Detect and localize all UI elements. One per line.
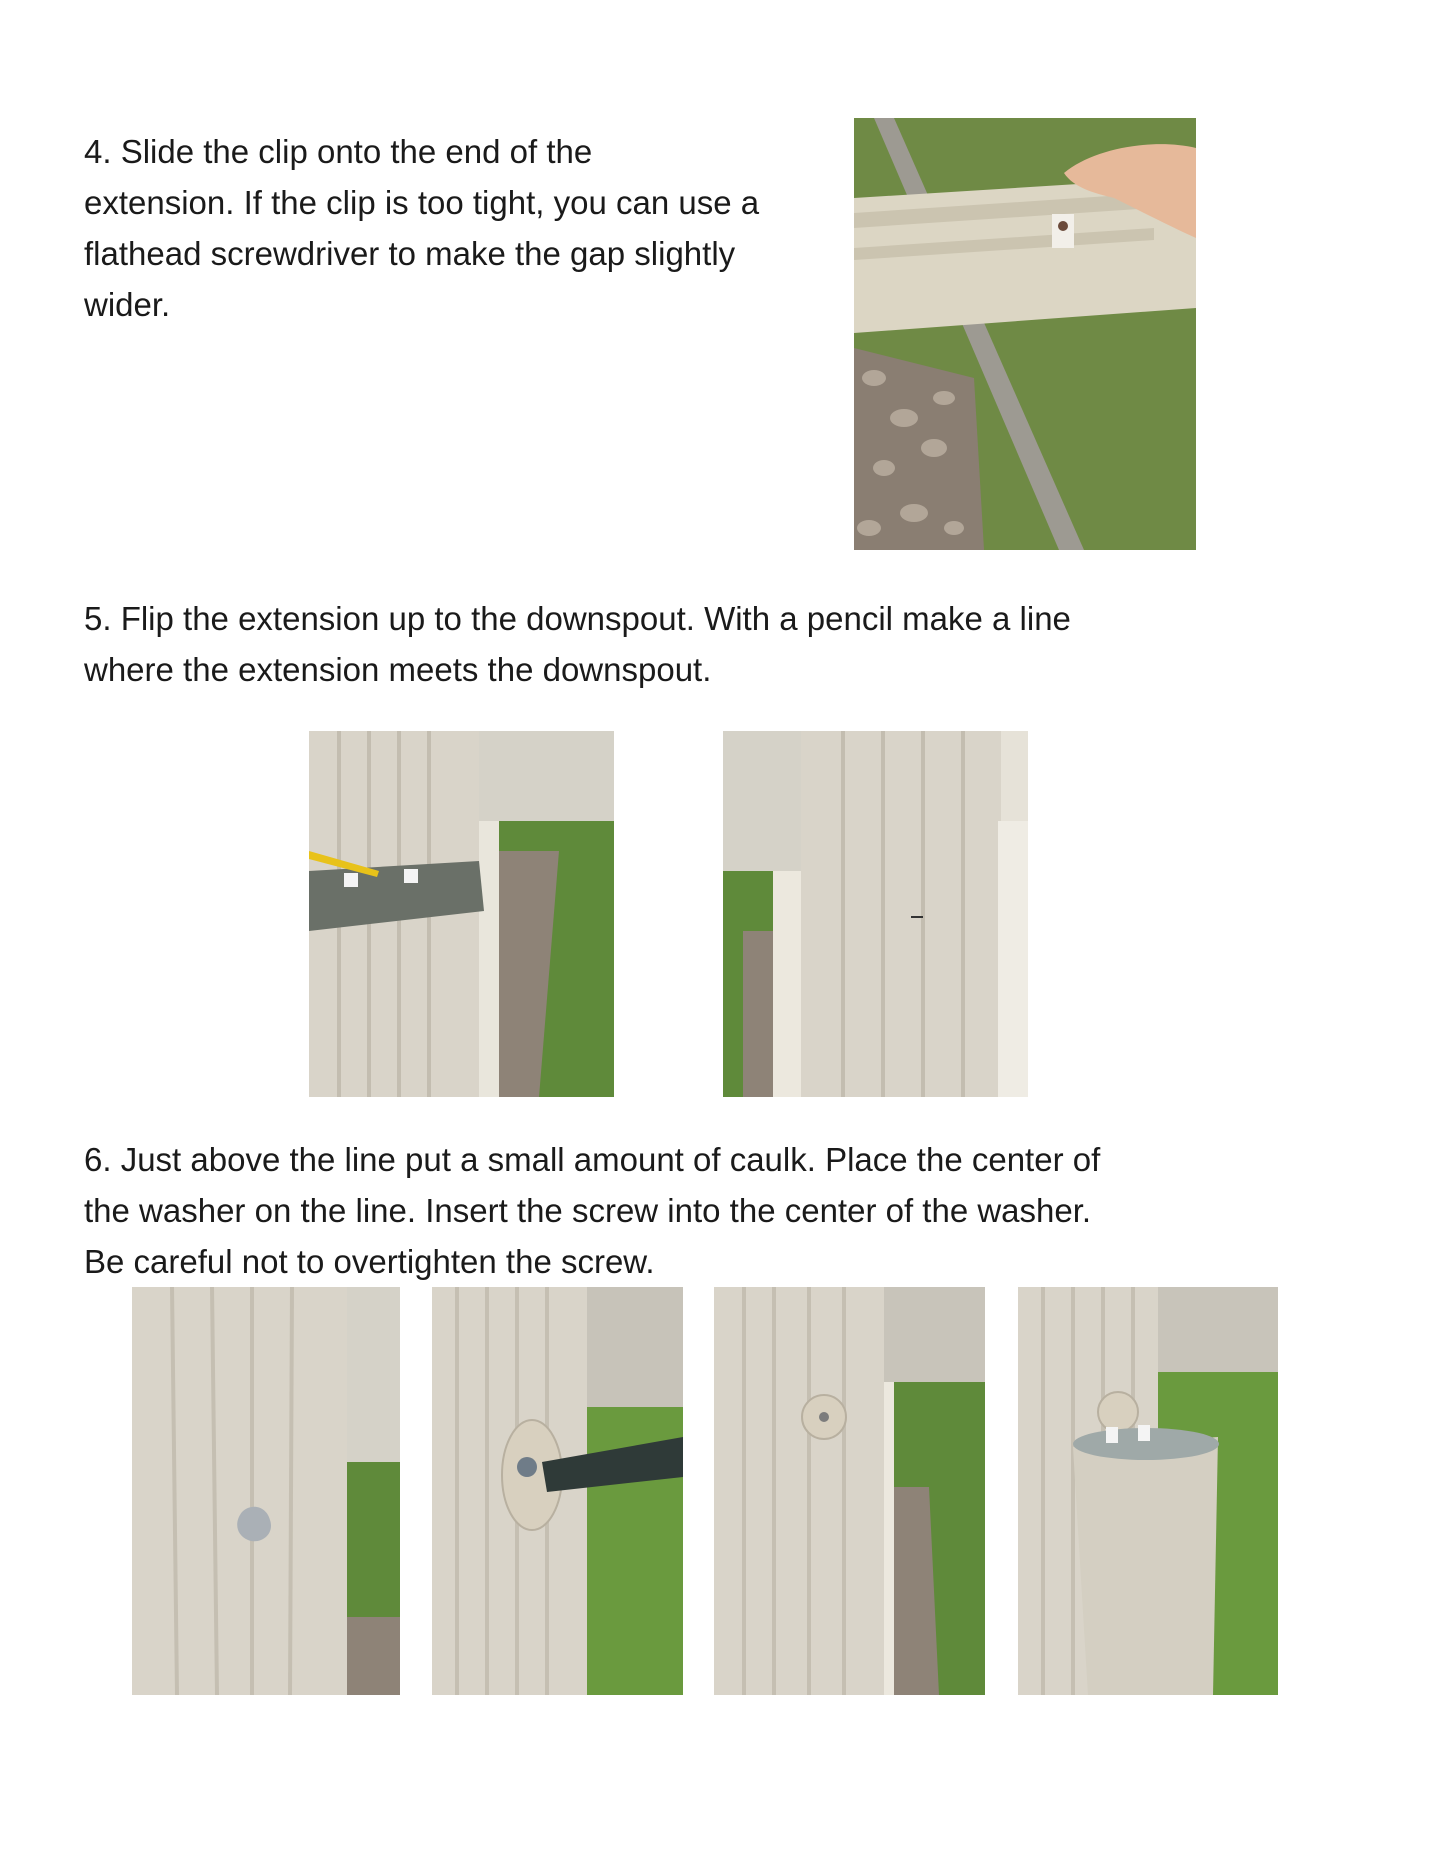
step-4-line-4: wider. xyxy=(84,286,171,323)
step-5-instructions xyxy=(84,593,1184,695)
step-6-line-3: Be careful not to overtighten the screw. xyxy=(84,1243,655,1280)
step-4-line-2: extension. If the clip is too tight, you can use a xyxy=(84,184,760,221)
step-6-photo-washer-installed xyxy=(714,1287,985,1695)
step-6-line-2: the washer on the line. Insert the screw into the center of the washer. xyxy=(84,1192,1092,1229)
step-4-photo-clip-on-extension xyxy=(854,118,1196,550)
step-5-photo-pencil-mark xyxy=(309,731,614,1097)
step-5-line-1: 5. Flip the extension up to the downspout. With a pencil make a line xyxy=(84,600,1071,637)
step-6-photo-screw-driver xyxy=(432,1287,683,1695)
step-6-photo-caulk xyxy=(132,1287,400,1695)
step-6-line-1: 6. Just above the line put a small amount of caulk. Place the center of xyxy=(84,1141,1101,1178)
step-6-instructions xyxy=(84,1134,1204,1287)
step-6-photo-extension-hung xyxy=(1018,1287,1278,1695)
step-5-photo-line-on-downspout xyxy=(723,731,1028,1097)
step-4-line-3: flathead screwdriver to make the gap slightly xyxy=(84,235,736,272)
step-5-line-2: where the extension meets the downspout. xyxy=(84,651,712,688)
step-4-instructions xyxy=(84,126,814,330)
step-4-line-1: 4. Slide the clip onto the end of the xyxy=(84,133,593,170)
